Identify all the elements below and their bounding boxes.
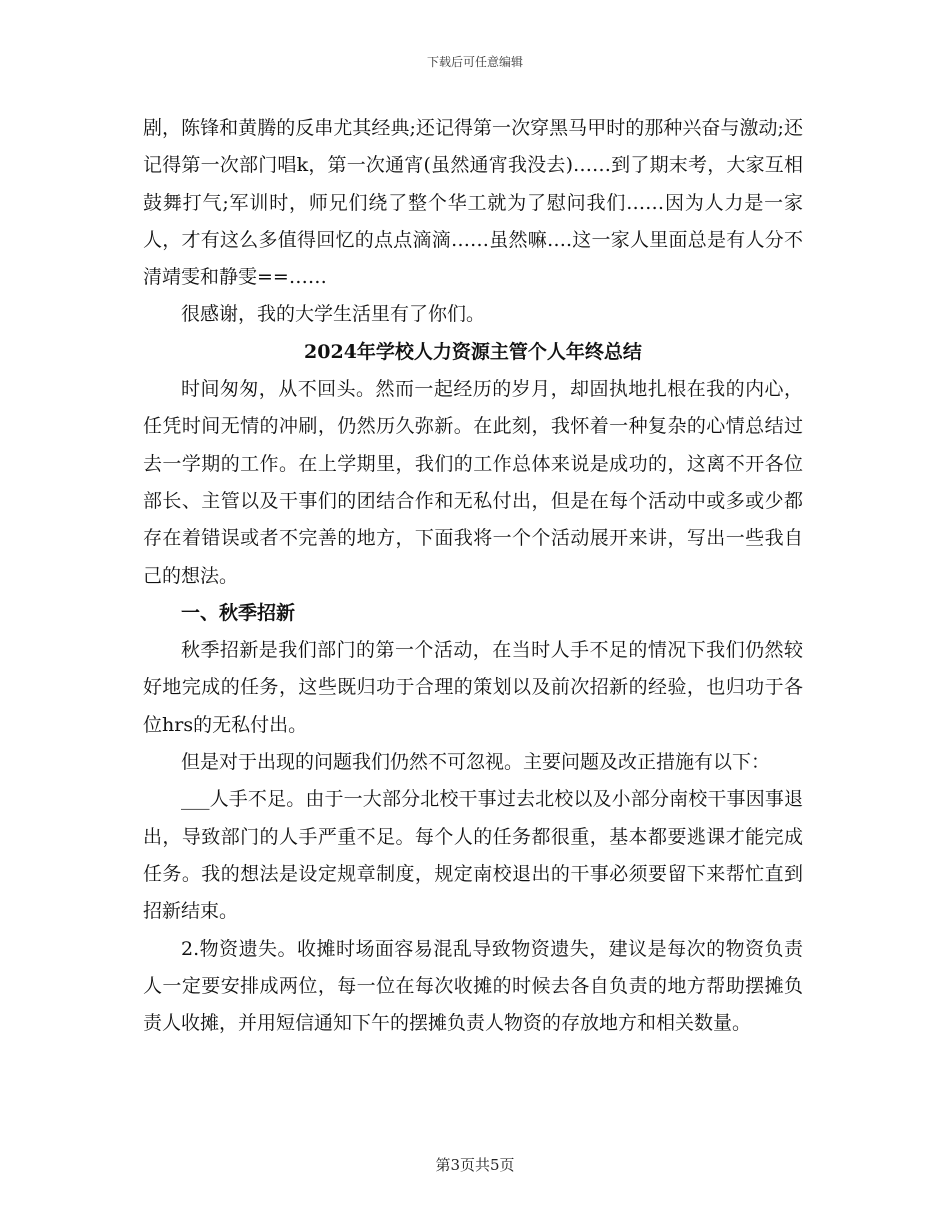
- paragraph-problems: 但是对于出现的问题我们仍然不可忽视。主要问题及改正措施有以下：: [181, 751, 771, 774]
- page-footer: 第3页共5页: [435, 1156, 515, 1174]
- paragraph-intro: 时间匆匆，从不回头。然而一起经历的岁月，却固执地扎根在我的内心，任凭时间无情的冲刷，仍然历久弥新。在此刻，我怀着一种复杂的心情总结过去一学期的工作。在上学期里，我们的工作总体来说是成功的，这离不开各位部长、主管以及干事们的团结合作和无私付出，但是在每个活动中或多或少都存在着错误或者不完善的地方，下面我将一个个活动展开来讲，写出一些我自己的想法。: [143, 378, 803, 587]
- paragraph-thanks: 很感谢，我的大学生活里有了你们。: [181, 303, 486, 326]
- paragraph-item-1: ___人手不足。由于一大部分北校干事过去北校以及小部分南校干事因事退出，导致部门的人手严重不足。每个人的任务都很重，基本都要逃课才能完成任务。我的想法是设定规章制度，规定南校退出的干事必须要留下来帮忙直到招新结束。: [143, 788, 803, 923]
- paragraph-recruitment: 秋季招新是我们部门的第一个活动，在当时人手不足的情况下我们仍然较好地完成的任务，这些既归功于合理的策划以及前次招新的经验，也归功于各位hrs的无私付出。: [143, 639, 803, 736]
- section-heading: 一、秋季招新: [181, 601, 296, 624]
- paragraph-item-2: 2.物资遗失。收摊时场面容易混乱导致物资遗失，建议是每次的物资负责人一定要安排成两位，每一位在每次收摊的时候去各自负责的地方帮助摆摊负责人收摊，并用短信通知下午的摆摊负责人物资的存放地方和相关数量。: [143, 937, 803, 1035]
- paragraph-continued: 剧，陈锋和黄腾的反串尤其经典;还记得第一次穿黑马甲时的那种兴奋与激动;还记得第一次部门唱k，第一次通宵(虽然通宵我没去)……到了期末考，大家互相鼓舞打气;军训时，师兄们绕了整个华工就为了慰问我们……因为人力是一家人，才有这么多值得回忆的点点滴滴……虽然嘛….这一家人里面总是有人分不清靖雯和静雯==……: [143, 117, 803, 289]
- page-header: 下载后可任意编辑: [426, 55, 523, 69]
- document-title: 2024年学校人力资源主管个人年终总结: [304, 340, 642, 363]
- document-body: [143, 110, 803, 1042]
